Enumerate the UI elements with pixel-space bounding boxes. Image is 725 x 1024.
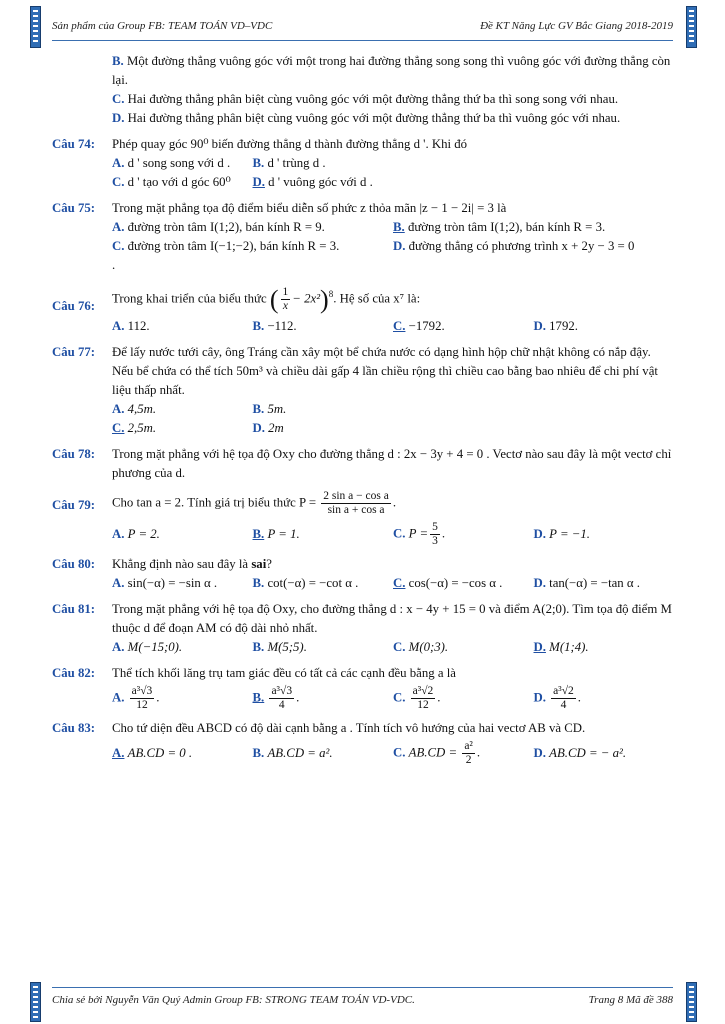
question-label: Câu 80:: [52, 556, 96, 571]
option-b: B. d ' trùng d .: [252, 156, 326, 170]
option-a: A. $\frac{\text{a³√3}}{12}$ .: [112, 684, 160, 711]
question-label: Câu 82:: [52, 665, 96, 680]
header-right: Đề KT Năng Lực GV Bắc Giang 2018-2019: [480, 20, 673, 32]
question-stem: Khẳng định nào sau đây là sai?: [112, 556, 272, 571]
option-b: B. −112.: [252, 318, 297, 333]
fraction: $\frac{\text{a³√2}}{12}$: [412, 684, 434, 711]
question-label: Câu 81:: [52, 601, 96, 616]
options-row: [112, 173, 674, 192]
options-row: [112, 740, 674, 767]
option-d: D. d ' vuông góc với d .: [252, 175, 373, 189]
option-c: C. đường tròn tâm I(−1;−2), bán kính R = 3.: [112, 239, 340, 253]
option-d: D. Hai đường thẳng phân biệt cùng vuông góc với một đường thẳng thứ ba thì vuông góc với nhau.: [112, 111, 621, 125]
page-header: [52, 20, 673, 38]
question-82: [52, 664, 674, 712]
option-a: A. P = 2.: [112, 526, 160, 541]
question-74: [52, 135, 674, 192]
options-row: [112, 521, 674, 548]
options-row: [112, 400, 674, 419]
question-label: Câu 79:: [52, 497, 96, 512]
option-c: C. cos(−α) = −cos α .: [393, 575, 503, 590]
fraction: $\frac{1}{x}$: [282, 285, 289, 312]
option-a: A. 112.: [112, 318, 150, 333]
question-label: Câu 74:: [52, 137, 96, 151]
question-stem: Để lấy nước tưới cây, ông Tráng cần xây một bể chứa nước có dạng hình hộp chữ nhật không có nắp đậy. Nếu bể chứa có thể tích 50m³ và chiều dài gấp 4 lần chiều rộng thì chiều cao bằng bao nhiêu để chi phí vật liệu thấp nhất.: [112, 344, 658, 397]
options-row: [112, 317, 674, 336]
question-stem: Thể tích khối lăng trụ tam giác đều có tất cả các cạnh đều bằng a là: [112, 665, 456, 680]
question-label: Câu 83:: [52, 720, 96, 735]
option-b: B. cot(−α) = −cot α .: [252, 575, 359, 590]
option-b: B. Một đường thẳng vuông góc với một trong hai đường thẳng song song thì vuông góc với đường thẳng còn lại.: [112, 54, 671, 87]
option-d: D. AB.CD = − a².: [533, 745, 627, 760]
option-d: D. đường thẳng có phương trình x + 2y − 3 = 0: [393, 239, 635, 253]
option-b: B. M(5;5).: [252, 639, 307, 654]
fraction: $\frac{\text{2 sin a − cos a}}{\text{sin a + cos a}}$: [323, 489, 389, 516]
option-a: A. d ' song song với d .: [112, 156, 231, 170]
corner-decoration-top-right: [686, 6, 697, 48]
options-row: [112, 237, 674, 256]
option-a: A. đường tròn tâm I(1;2), bán kính R = 9.: [112, 220, 325, 234]
option-c: C. −1792.: [393, 318, 445, 333]
question-79: [52, 490, 674, 548]
question-83: [52, 719, 674, 767]
options-row: [112, 638, 674, 657]
header-rule: [52, 40, 673, 41]
options-row: [112, 574, 674, 593]
options-row: [112, 218, 674, 237]
fraction: $\frac{\text{a³√3}}{12}$: [131, 684, 153, 711]
options-row: [112, 685, 674, 712]
question-stem: Trong mặt phẳng với hệ tọa độ Oxy, cho đường thẳng d : x − 4y + 15 = 0 và điểm A(2;0). Tìm tọa độ điểm M thuộc d để đoạn AM có độ dài nhỏ nhất.: [112, 601, 672, 635]
question-continuation: [52, 52, 674, 128]
option-a: A. AB.CD = 0 .: [112, 745, 193, 760]
options-row: [112, 419, 674, 438]
question-stem: Trong mặt phẳng tọa độ điểm biểu diễn số phức z thỏa mãn |z − 1 − 2i| = 3 là: [112, 201, 507, 215]
question-label: Câu 78:: [52, 446, 96, 461]
option-d: D. tan(−α) = −tan α .: [533, 575, 641, 590]
footer-right: Trang 8 Mã đề 388: [588, 994, 673, 1006]
footer-left: Chia sẻ bởi Nguyễn Văn Quý Admin Group FB: STRONG TEAM TOÁN VD-VDC.: [52, 994, 415, 1006]
option-c: C. $\frac{\text{a³√2}}{12}$ .: [393, 684, 441, 711]
page-footer: [52, 994, 673, 1006]
fraction: $\frac{\text{a³√3}}{4}$: [271, 684, 293, 711]
option-d: D. $\frac{\text{a³√2}}{4}$ .: [533, 684, 581, 711]
question-76: [52, 285, 674, 336]
option-c: C. M(0;3).: [393, 639, 449, 654]
option-c: C. P = $\frac{5}{3}$ .: [393, 520, 446, 547]
header-left: Sản phẩm của Group FB: TEAM TOÁN VD–VDC: [52, 20, 273, 32]
option-d: D. 1792.: [533, 318, 578, 333]
option-b: B. AB.CD = a².: [252, 745, 333, 760]
option-b: B. $\frac{\text{a³√3}}{4}$ .: [252, 684, 300, 711]
option-c: C. Hai đường thẳng phân biệt cùng vuông góc với một đường thẳng thứ ba thì song song với nhau.: [112, 92, 619, 106]
question-label: Câu 75:: [52, 201, 96, 215]
question-78: [52, 445, 674, 483]
question-stem: Phép quay góc 90⁰ biến đường thẳng d thành đường thẳng d '. Khi đó: [112, 137, 468, 151]
options-row: [112, 154, 674, 173]
fraction: $\frac{\text{a³√2}}{4}$: [553, 684, 574, 711]
document-body: [52, 52, 674, 774]
question-80: [52, 555, 674, 593]
footer-rule: [52, 987, 673, 988]
option-a: A. M(−15;0).: [112, 639, 183, 654]
option-b: B. P = 1.: [252, 526, 300, 541]
fraction: $\frac{\text{a²}}{2}$: [464, 739, 473, 766]
option-a: A. 4,5m.: [112, 401, 157, 416]
option-c: C. d ' tạo với d góc 60⁰: [112, 175, 231, 189]
question-stem: Trong mặt phẳng với hệ tọa độ Oxy cho đường thẳng d : 2x − 3y + 4 = 0 . Vectơ nào sau đây là một vectơ chỉ phương của d.: [112, 446, 672, 480]
question-label: Câu 77:: [52, 344, 96, 359]
question-81: [52, 600, 674, 657]
trailing-period: .: [112, 258, 116, 272]
option-a: A. sin(−α) = −sin α .: [112, 575, 218, 590]
question-75: [52, 199, 674, 275]
corner-decoration-bottom-right: [686, 982, 697, 1022]
option-b: B. đường tròn tâm I(1;2), bán kính R = 3.: [393, 220, 606, 234]
question-77: [52, 343, 674, 438]
corner-decoration-top-left: [30, 6, 41, 48]
question-stem: Trong khai triển của biểu thức ( $\frac{1}{x}$ − 2x²)$^8$. Hệ số của x⁷ là:: [112, 284, 421, 314]
paren-close: ): [320, 284, 329, 314]
fraction: $\frac{5}{3}$: [432, 520, 438, 547]
question-stem: Cho tứ diện đều ABCD có độ dài cạnh bằng a . Tính tích vô hướng của hai vectơ AB và CD.: [112, 720, 586, 735]
option-d: D. P = −1.: [533, 526, 591, 541]
option-b: B. 5m.: [252, 401, 287, 416]
question-label: Câu 76:: [52, 299, 96, 313]
question-stem: Cho tan a = 2. Tính giá trị biểu thức P = $\frac{\text{2 sin a − cos a}}{\text{sin a + cos a}}$ .: [112, 489, 397, 516]
corner-decoration-bottom-left: [30, 982, 41, 1022]
option-c: C. 2,5m.: [112, 420, 157, 435]
option-d: D. M(1;4).: [533, 639, 589, 654]
paren-open: (: [269, 284, 279, 314]
option-c: C. AB.CD = $\frac{\text{a²}}{2}$ .: [393, 739, 481, 766]
option-d: D. 2m: [252, 420, 284, 435]
